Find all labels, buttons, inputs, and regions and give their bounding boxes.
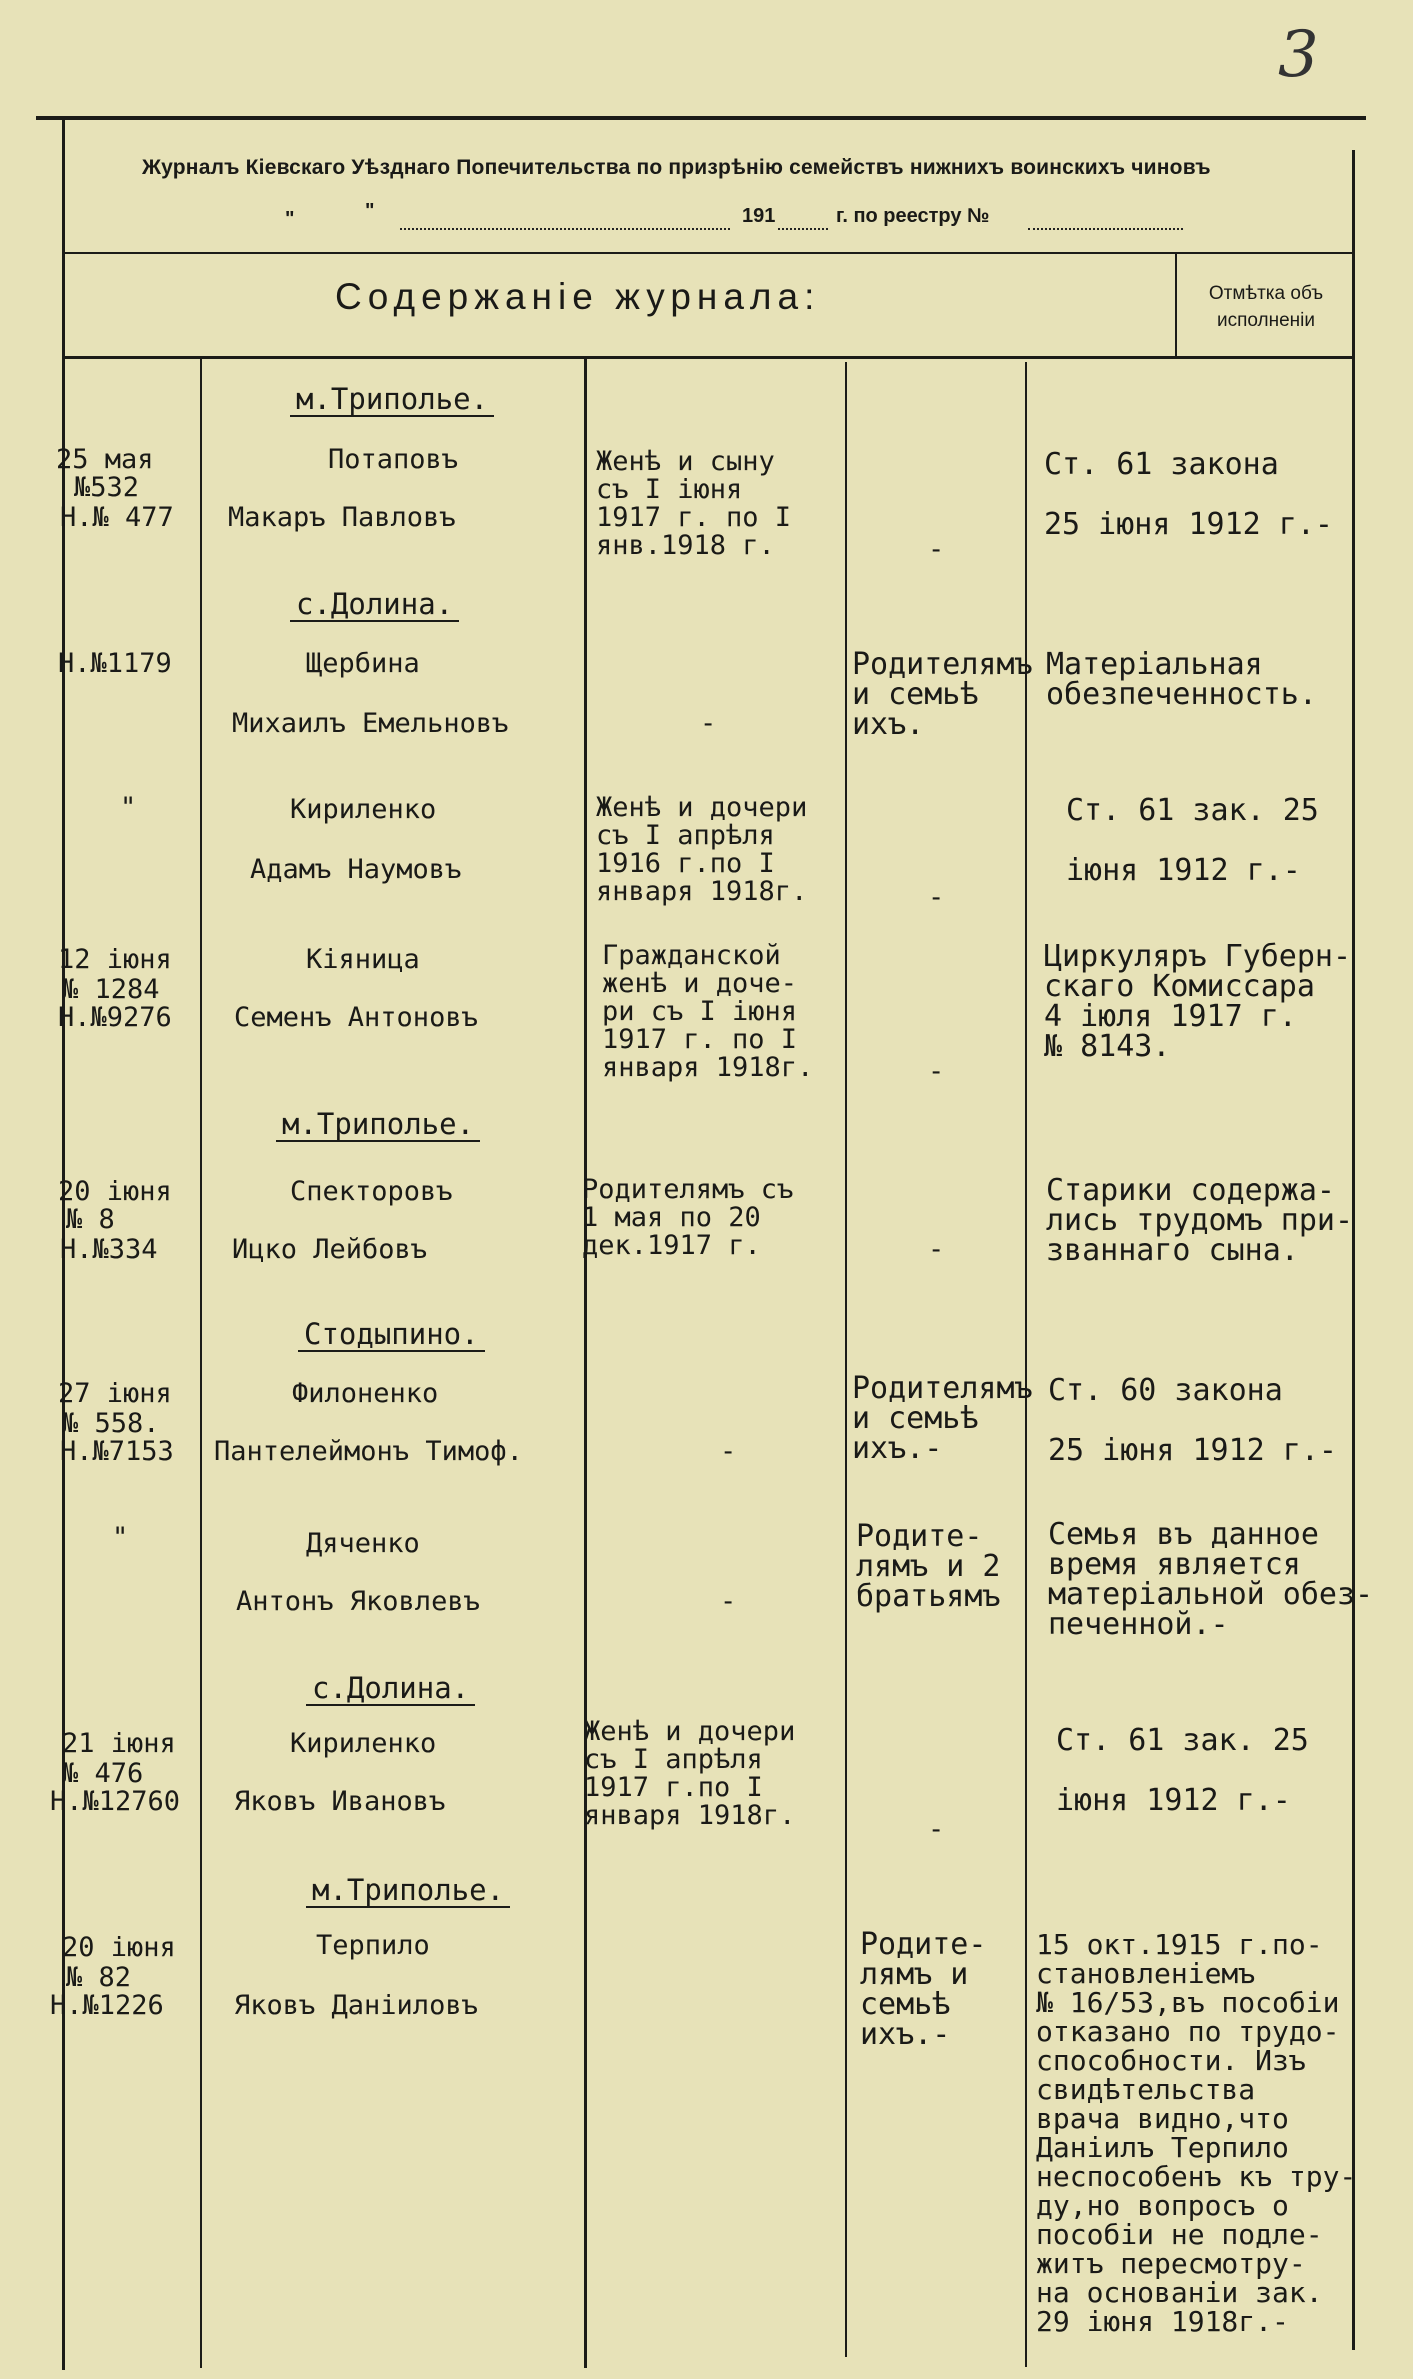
reason-note: Ст. 60 закона 25 іюня 1912 г.- — [1048, 1373, 1337, 1468]
date-blank-line — [400, 228, 730, 230]
entry-number: №532 — [74, 472, 140, 503]
soldier-name: Ицко Лейбовъ — [232, 1234, 428, 1265]
reason-note: Циркуляръ Губерн- скаго Комиссара 4 іюля 1917 г. № 8143. — [1044, 939, 1352, 1064]
entry-date: 21 іюня — [62, 1728, 176, 1759]
year-blank-line — [778, 228, 828, 230]
soldier-surname: Терпило — [316, 1930, 430, 1961]
location-heading: м.Триполье. — [276, 1110, 480, 1142]
dash: - — [928, 882, 945, 913]
soldier-name: Макаръ Павловъ — [228, 502, 456, 533]
entry-h-number: Н.№1179 — [58, 648, 172, 679]
benefit-recipient: Женѣ и дочери съ I апрѣля 1916 г.по I января 1918г. — [596, 792, 808, 907]
entry-date: 12 іюня — [58, 944, 172, 975]
dash: - — [928, 1234, 945, 1265]
entry-date: 25 мая — [56, 444, 154, 475]
journal-title: Журналъ Кіевскаго Уѣзднаго Попечительства по призрѣнію семействъ нижнихъ воинскихъ чиновъ — [142, 156, 1211, 179]
heading-divider — [62, 356, 1354, 359]
soldier-name: Михаилъ Емельновъ — [232, 708, 509, 739]
column-divider-1 — [200, 358, 202, 2368]
entry-h-number: Н.№ 477 — [60, 502, 174, 533]
entry-number: № 1284 — [62, 974, 160, 1005]
location-heading: с.Долина. — [290, 590, 459, 622]
relatives-note: Родите- лямъ и семьѣ ихъ.- — [860, 1927, 987, 2052]
entry-h-number: Н.№9276 — [58, 1002, 172, 1033]
soldier-surname: Потаповъ — [328, 444, 459, 475]
soldier-name: Пантелеймонъ Тимоф. — [214, 1436, 523, 1467]
soldier-surname: Спекторовъ — [290, 1176, 453, 1207]
reason-note: Ст. 61 зак. 25 іюня 1912 г.- — [1066, 793, 1319, 888]
reason-note: Семья въ данное время является матеріальной обез- печенной.- — [1048, 1517, 1374, 1642]
reason-note: Ст. 61 зак. 25 іюня 1912 г.- — [1056, 1723, 1309, 1818]
entry-h-number: Н.№7153 — [60, 1436, 174, 1467]
soldier-name: Яковъ Ивановъ — [234, 1786, 446, 1817]
entry-h-number: Н.№1226 — [50, 1990, 164, 2021]
header-divider — [62, 252, 1354, 254]
content-heading: Содержаніе журнала: — [335, 276, 821, 317]
entry-h-number: Н.№334 — [60, 1234, 158, 1265]
ditto-mark: " — [120, 792, 137, 823]
page-number: 3 — [1278, 18, 1319, 92]
entry-number: № 476 — [62, 1758, 144, 1789]
relatives-note: Родителямъ и семьѣ ихъ. — [852, 647, 1033, 742]
entry-date: 20 іюня — [58, 1176, 172, 1207]
entry-date: 20 іюня — [62, 1932, 176, 1963]
benefit-recipient: Женѣ и сыну съ I іюня 1917 г. по I янв.1918 г. — [596, 446, 792, 561]
location-heading: Стодыпино. — [298, 1320, 485, 1352]
soldier-name: Адамъ Наумовъ — [250, 854, 462, 885]
column-divider-2 — [584, 358, 587, 2368]
benefit-recipient: Женѣ и дочери съ I апрѣля 1917 г.по I января 1918г. — [584, 1716, 796, 1831]
mark-column-divider — [1175, 253, 1177, 357]
reason-note: 15 окт.1915 г.по- становленіемъ № 16/53,въ пособіи отказано по трудо- способности. Изъ свидѣтельства врача видно,что Даніилъ Терпило неспособенъ къ тру- ду,но вопросъ о пособіи не подле- житъ пересмотру- на основаніи зак. 29 іюня 1918г.- — [1036, 1928, 1357, 2338]
benefit-recipient: Родителямъ съ 1 мая по 20 дек.1917 г. — [582, 1174, 794, 1261]
entry-number: № 558. — [62, 1408, 160, 1439]
execution-mark-heading: Отмѣтка объ исполненіи — [1208, 283, 1324, 331]
soldier-surname: Кириленко — [290, 794, 437, 825]
relatives-note: Родителямъ и семьѣ ихъ.- — [852, 1371, 1033, 1466]
ditto-mark: " — [112, 1522, 129, 1553]
dash: - — [928, 534, 945, 565]
year-label: 191 — [742, 205, 776, 227]
relatives-note: Родите- лямъ и 2 братьямъ — [856, 1519, 1001, 1614]
location-heading: м.Триполье. — [290, 385, 494, 417]
column-divider-3 — [845, 362, 847, 2357]
quote-mark: " — [365, 200, 375, 222]
entry-number: № 82 — [66, 1962, 132, 1993]
soldier-name: Антонъ Яковлевъ — [236, 1586, 480, 1617]
reason-note: Старики содержа- лись трудомъ при- званнаго сына. — [1046, 1173, 1354, 1268]
location-heading: м.Триполье. — [306, 1876, 510, 1908]
soldier-surname: Кіяница — [306, 944, 420, 975]
soldier-surname: Филоненко — [292, 1378, 439, 1409]
soldier-surname: Щербина — [306, 648, 420, 679]
reason-note: Ст. 61 закона 25 іюня 1912 г.- — [1044, 447, 1333, 542]
soldier-surname: Кириленко — [290, 1728, 437, 1759]
soldier-name: Яковъ Даніиловъ — [234, 1990, 478, 2021]
quote-mark: " — [285, 208, 295, 230]
dash: - — [700, 708, 717, 739]
dash: - — [720, 1586, 737, 1617]
benefit-recipient: Гражданской женѣ и доче- ри съ I іюня 1917 г. по I января 1918г. — [602, 940, 814, 1083]
registry-label: г. по реестру № — [836, 205, 990, 227]
registry-blank-line — [1028, 228, 1183, 230]
dash: - — [928, 1814, 945, 1845]
entry-number: № 8 — [66, 1204, 115, 1235]
dash: - — [928, 1056, 945, 1087]
dash: - — [720, 1436, 737, 1467]
entry-date: 27 іюня — [58, 1378, 172, 1409]
entry-h-number: Н.№12760 — [50, 1786, 181, 1817]
reason-note: Матеріальная обезпеченность. — [1046, 647, 1317, 712]
soldier-surname: Дяченко — [306, 1528, 420, 1559]
soldier-name: Семенъ Антоновъ — [234, 1002, 478, 1033]
location-heading: с.Долина. — [306, 1674, 475, 1706]
top-rule — [36, 116, 1366, 120]
